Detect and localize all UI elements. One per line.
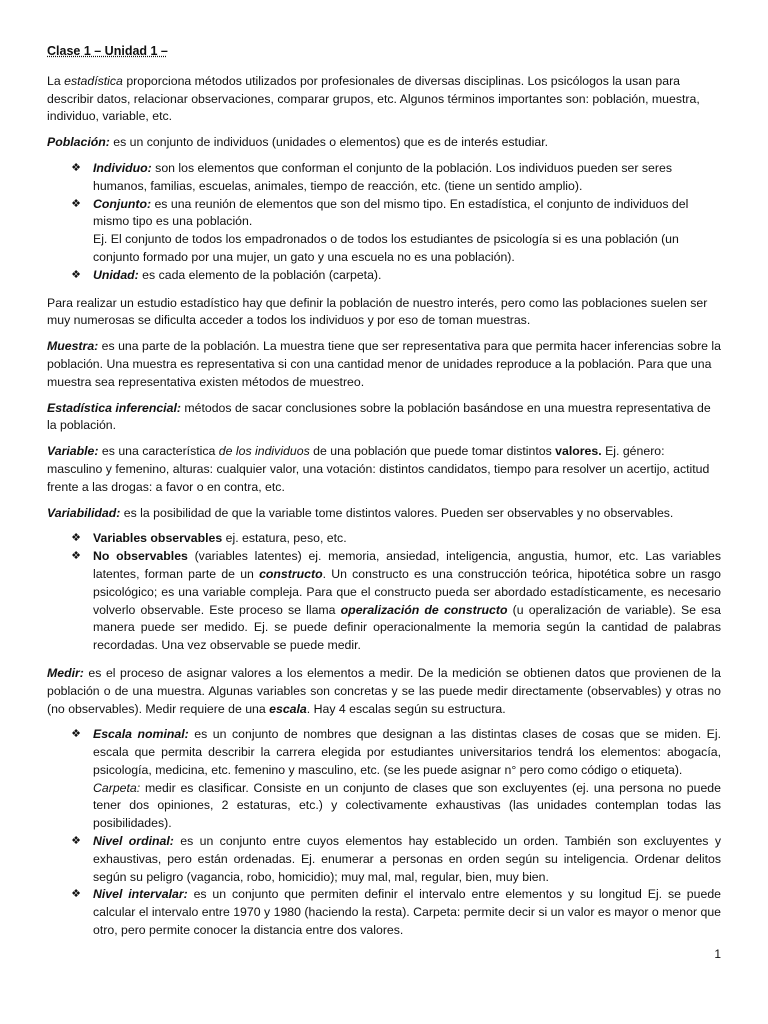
- escalas-list: [47, 726, 721, 940]
- inferencial-paragraph: Estadística inferencial: métodos de sacar conclusiones sobre la población basándose en una muestra representativa de la población.: [47, 400, 711, 433]
- variabilidad-paragraph: Variabilidad: es la posibilidad de que la variable tome distintos valores. Pueden ser observables y no observables.: [47, 505, 674, 520]
- list-item-nivel-intervalar: ❖ Nivel intervalar: es un conjunto que permiten definir el intervalo entre elementos y su longitud Ej. se puede calcular el intervalo entre 1970 y 1980 (haciendo la resta). Carpeta: permite decir si un valor es mayor o menor que otro, pero permite conocer la distancia entre dos valores.: [93, 886, 721, 939]
- intro-paragraph: La estadística proporciona métodos utilizados por profesionales de diversas disciplinas. Los psicólogos la usan para describir datos, relacionar observaciones, comparar grupos, etc. Algunos términos importantes son: población, muestra, individuo, variable, etc.: [47, 73, 700, 124]
- term-variable: Variable:: [47, 444, 99, 459]
- medir-paragraph: Medir: es el proceso de asignar valores a los elementos a medir. De la medición se obtienen datos que provienen de la población o de una muestra. Algunas variables son concretas y se las puede medir directamente (observables) y otras no (no observables). Medir requiere de una escala. Hay 4 escalas según su estructura.: [47, 665, 721, 716]
- page-number: 1: [714, 947, 721, 961]
- term-inferencial: Estadística inferencial:: [47, 400, 181, 415]
- diamond-bullet-icon: ❖: [71, 835, 81, 848]
- diamond-bullet-icon: ❖: [71, 161, 81, 174]
- list-item-escala-nominal: ❖ Escala nominal: es un conjunto de nombres que designan a las distintas clases de cosas que se miden. Ej. escala que permita describir la carrera elegida por estudiantes universitarios tendrá los elementos: abogacía, psicología, medicina, etc. femenino y masculino, etc. (se les puede asignar n° pero como código o etiqueta). Carpeta: medir es clasificar. Consiste en un conjunto de clases que son excluyentes (ej. una persona no puede tener dos opiniones, 2 estaturas, etc.) y colectivamente exhaustivas (las unidades contemplan todas las posibilidades).: [93, 726, 721, 833]
- estudio-paragraph: Para realizar un estudio estadístico hay que definir la población de nuestro interés, pero como las poblaciones suelen ser muy numerosas se dificulta acceder a todos los individuos y por eso de toman muestras.: [47, 295, 708, 328]
- muestra-paragraph: Muestra: es una parte de la población. La muestra tiene que ser representativa para que permita hacer inferencias sobre la población. Una muestra es representativa si con una cantidad menor de unidades reproduce a la población. Para que una muestra sea representativa existen métodos de muestreo.: [47, 339, 721, 389]
- document-title: Clase 1 – Unidad 1 –: [47, 44, 168, 58]
- term-poblacion: Población:: [47, 135, 110, 150]
- diamond-bullet-icon: ❖: [71, 728, 81, 741]
- poblacion-list: [47, 160, 721, 285]
- term-variabilidad: Variabilidad:: [47, 505, 121, 520]
- diamond-bullet-icon: ❖: [71, 268, 81, 281]
- conjunto-example: Ej. El conjunto de todos los empadronados o de todos los estudiantes de psicología si es una población (un conjunto formado por una mujer, un gato y una escuela no es una población).: [93, 232, 679, 264]
- diamond-bullet-icon: ❖: [71, 888, 81, 901]
- diamond-bullet-icon: ❖: [71, 550, 81, 563]
- poblacion-paragraph: Población: es un conjunto de individuos (unidades o elementos) que es de interés estudiar.: [47, 135, 549, 150]
- list-item-observables: ❖ Variables observables ej. estatura, peso, etc.: [93, 530, 721, 548]
- variable-paragraph: Variable: es una característica de los individuos de una población que puede tomar distintos valores. Ej. género: masculino y femenino, alturas: cualquier valor, una votación: distintos candidatos, tiempo para resolver un acertijo, actitud frente a las drogas: a favor o en contra, etc.: [47, 444, 710, 494]
- diamond-bullet-icon: ❖: [71, 197, 81, 210]
- term-muestra: Muestra:: [47, 339, 99, 354]
- list-item-no-observables: ❖ No observables (variables latentes) ej. memoria, ansiedad, inteligencia, angustia, humor, etc. Las variables latentes, forman parte de un constructo. Un constructo es una construcción teórica, hipotética sobre un rasgo psicológico; es una variable compleja. Para que el constructo pueda ser abordado estadísticamente, es necesario volverlo observable. Este proceso se llama operalización de constructo (u operalización de variable). Se esa manera puede ser medido. Ej. se puede definir operacionalmente la memoria según la cantidad de palabras recordadas. Una vez observable se puede medir.: [93, 548, 721, 655]
- diamond-bullet-icon: ❖: [71, 532, 81, 545]
- list-item-conjunto: ❖ Conjunto: es una reunión de elementos que son del mismo tipo. En estadística, el conjunto de individuos del mismo tipo es una población. Ej. El conjunto de todos los empadronados o de todos los estudiantes de psicología si es una población (un conjunto formado por una mujer, un gato y una escuela no es una población).: [93, 196, 721, 267]
- list-item-nivel-ordinal: ❖ Nivel ordinal: es un conjunto entre cuyos elementos hay establecido un orden. También son excluyentes y exhaustivas, pero están ordenadas. Ej. enumerar a personas en orden según su inteligencia. Ordenar delitos según su peligro (vagancia, robo, homicidio); muy mal, mal, regular, bien, muy bien.: [93, 833, 721, 886]
- term-medir: Medir:: [47, 665, 84, 680]
- list-item-individuo: ❖ Individuo: son los elementos que conforman el conjunto de la población. Los individuos pueden ser seres humanos, familias, escuelas, animales, tiempo de reacción, etc. (tiene un sentido amplio).: [93, 160, 721, 196]
- list-item-unidad: ❖ Unidad: es cada elemento de la población (carpeta).: [93, 267, 721, 285]
- carpeta-note: Carpeta: medir es clasificar. Consiste en un conjunto de clases que son excluyentes (ej. una persona no puede tener dos opiniones, 2 estaturas, etc.) y colectivamente exhaustivas (las unidades contemplan todas las posibilidades).: [93, 780, 721, 831]
- term-estadistica: estadística: [64, 73, 123, 88]
- variabilidad-list: [47, 530, 721, 655]
